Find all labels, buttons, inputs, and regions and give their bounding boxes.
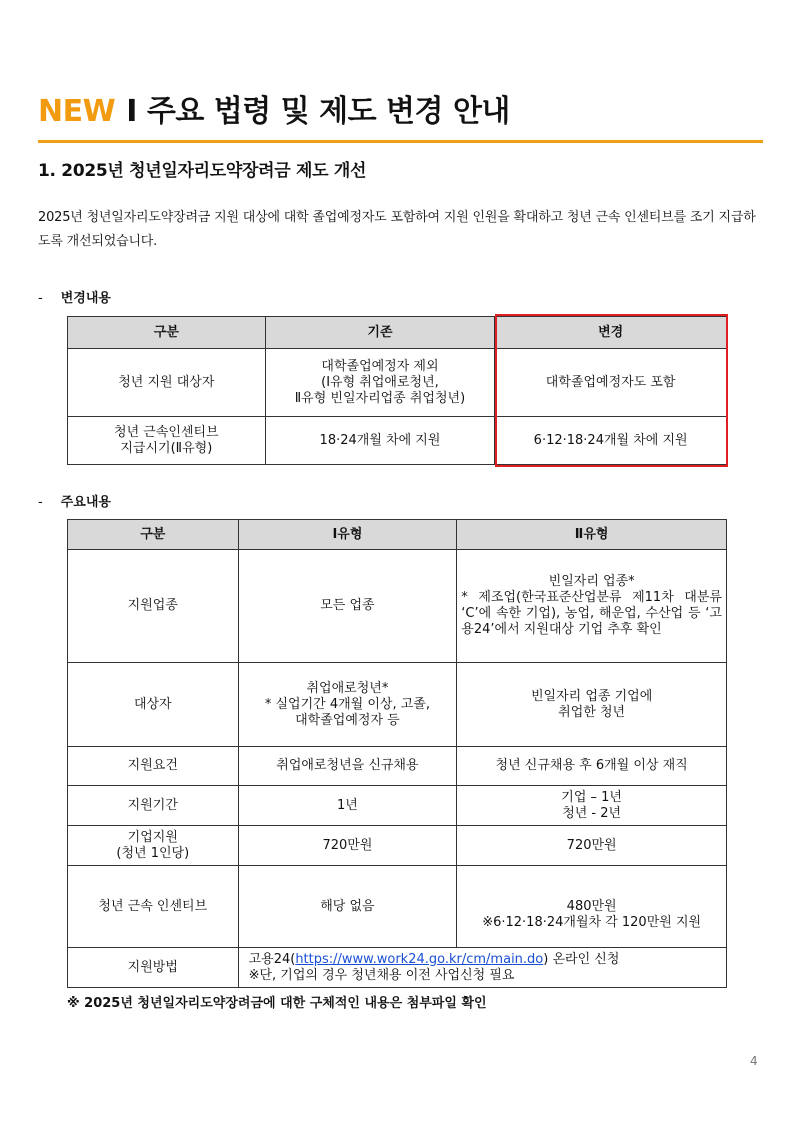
cell-line: (Ⅰ유형 취업애로청년, xyxy=(321,374,439,390)
column-header: Ⅱ유형 xyxy=(457,520,727,550)
row-label xyxy=(68,826,239,866)
after-cell: 6·12·18·24개월 차에 지원 xyxy=(495,417,727,465)
footnote: ※ 2025년 청년일자리도약장려금에 대한 구체적인 내용은 첨부파일 확인 xyxy=(67,996,487,1011)
before-cell xyxy=(265,349,495,417)
cell-line: 취업애로청년* xyxy=(306,680,389,696)
type1-cell: 취업애로청년을 신규채용 xyxy=(238,747,457,786)
table-row xyxy=(68,550,727,663)
intro-paragraph: 2025년 청년일자리도약장려금 지원 대상에 대학 졸업예정자도 포함하여 지원 인원을 확대하고 청년 근속 인센티브를 조기 지급하도록 개선되었습니다. xyxy=(38,210,756,249)
column-header: 구분 xyxy=(68,317,266,349)
type2-cell: 720만원 xyxy=(457,826,727,866)
type2-cell xyxy=(457,550,727,663)
cell-line: ※6·12·18·24개월차 각 120만원 지원 xyxy=(482,914,702,930)
before-cell: 18·24개월 차에 지원 xyxy=(265,417,495,465)
type1-cell: 해당 없음 xyxy=(238,866,457,948)
new-label: NEW xyxy=(38,94,116,129)
table-row xyxy=(68,663,727,747)
cell-line: 기업 – 1년 xyxy=(561,789,622,805)
row-label: 청년 지원 대상자 xyxy=(68,349,266,417)
cell-line: * 실업기간 4개월 이상, 고졸, xyxy=(264,696,430,712)
type2-cell xyxy=(457,786,727,826)
section-title: 1. 2025년 청년일자리도약장려금 제도 개선 xyxy=(38,161,367,181)
table-header-row xyxy=(68,520,727,550)
table-row xyxy=(68,747,727,786)
changes-heading xyxy=(38,287,111,306)
bullet-dash: - xyxy=(38,291,43,306)
method-suffix: ) 온라인 신청 xyxy=(543,951,620,967)
cell-line: 취업한 청년 xyxy=(558,704,626,720)
method-note: ※단, 기업의 경우 청년채용 이전 사업신청 필요 xyxy=(248,967,515,983)
type2-cell xyxy=(457,663,727,747)
type1-cell: 모든 업종 xyxy=(238,550,457,663)
cell-line: 대학졸업예정자 제외 xyxy=(321,358,439,374)
type2-cell xyxy=(457,866,727,948)
type1-cell: 720만원 xyxy=(238,826,457,866)
column-header: 변경 xyxy=(495,317,727,349)
row-label: 지원요건 xyxy=(68,747,239,786)
cell-line: 480만원 xyxy=(566,898,617,914)
cell-line: 지급시기(Ⅱ유형) xyxy=(120,440,213,456)
cell-line: 대학졸업예정자 등 xyxy=(295,712,400,728)
bullet-dash: - xyxy=(38,495,43,510)
cell-line: 빈일자리 업종* xyxy=(548,574,635,589)
main-heading-text: 주요내용 xyxy=(60,495,111,510)
column-header: Ⅰ유형 xyxy=(238,520,457,550)
type2-cell: 청년 신규채용 후 6개월 이상 재직 xyxy=(457,747,727,786)
cell-line: 기업지원 xyxy=(127,829,178,845)
method-prefix: 고용24( xyxy=(248,951,296,967)
table-row xyxy=(68,948,727,988)
table-row xyxy=(68,866,727,948)
highlight-box xyxy=(495,314,728,467)
cell-line: Ⅱ유형 빈일자리업종 취업청년) xyxy=(294,390,466,406)
row-label: 지원기간 xyxy=(68,786,239,826)
cell-line: (청년 1인당) xyxy=(116,845,190,861)
page-title-text: Ⅰ 주요 법령 및 제도 변경 안내 xyxy=(126,94,510,129)
row-label: 대상자 xyxy=(68,663,239,747)
table-row xyxy=(68,826,727,866)
main-heading xyxy=(38,491,111,510)
table-row xyxy=(68,786,727,826)
title-divider xyxy=(38,140,763,143)
cell-line: 청년 근속인센티브 xyxy=(114,424,219,440)
row-label: 지원방법 xyxy=(68,948,239,988)
main-table xyxy=(67,519,727,988)
row-label xyxy=(68,417,266,465)
type1-cell: 1년 xyxy=(238,786,457,826)
column-header: 구분 xyxy=(68,520,239,550)
type1-cell xyxy=(238,663,457,747)
method-line xyxy=(249,952,722,968)
cell-note: * 제조업(한국표준산업분류 제11차 대분류 ‘C’에 속한 기업), 농업, 해운업, 수산업 등 ‘고용24’에서 지원대상 기업 추후 확인 xyxy=(461,590,722,637)
page-number: 4 xyxy=(750,1054,758,1068)
changes-heading-text: 변경내용 xyxy=(60,291,111,306)
row-label: 청년 근속 인센티브 xyxy=(68,866,239,948)
column-header: 기존 xyxy=(265,317,495,349)
page-title xyxy=(38,86,510,130)
cell-line: 빈일자리 업종 기업에 xyxy=(530,688,653,704)
after-cell: 대학졸업예정자도 포함 xyxy=(495,349,727,417)
row-label: 지원업종 xyxy=(68,550,239,663)
cell-line: 청년 - 2년 xyxy=(562,805,622,821)
work24-link[interactable]: https://www.work24.go.kr/cm/main.do xyxy=(295,951,544,967)
method-cell xyxy=(238,948,726,988)
